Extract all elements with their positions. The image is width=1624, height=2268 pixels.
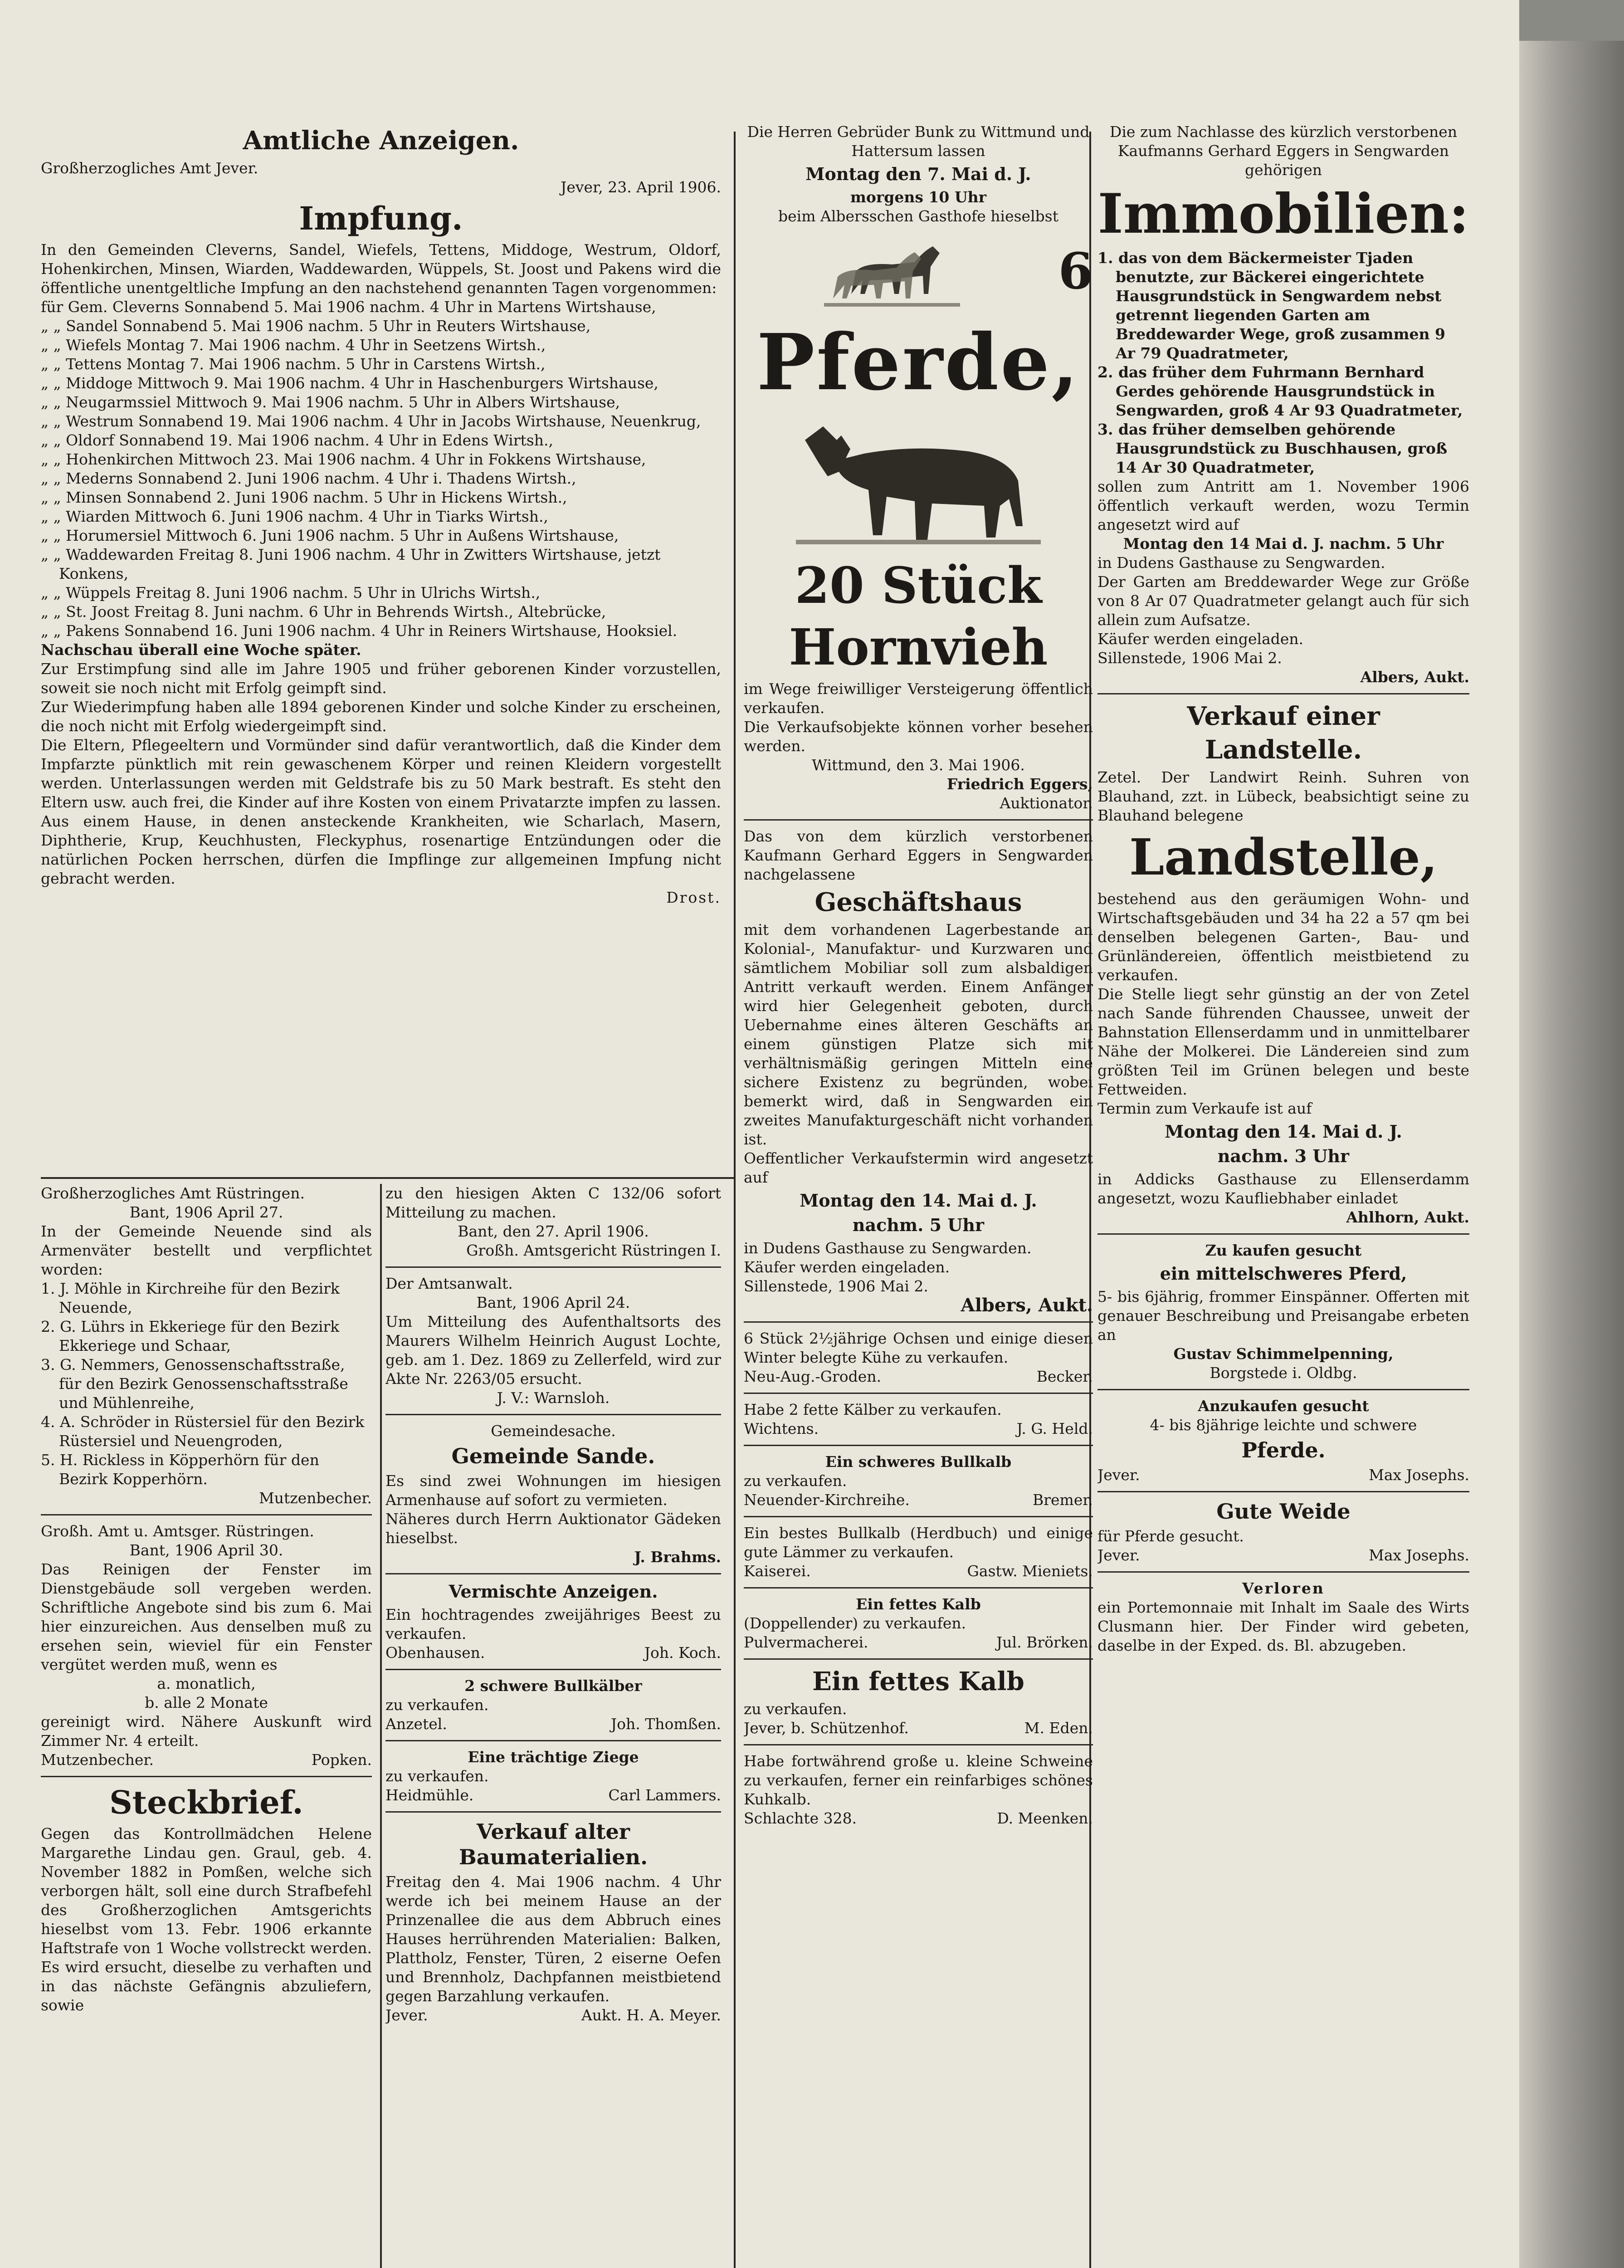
divider (744, 1321, 1093, 1323)
list-item: b. alle 2 Monate (145, 1694, 268, 1711)
signature-row (744, 1809, 1093, 1828)
notice-paragraph: Termin zum Verkaufe ist auf (1097, 1100, 1312, 1117)
notice-heading: Gemeinde Sande. (451, 1444, 655, 1468)
schedule-item: „ „ Sandel Sonnabend 5. Mai 1906 nachm. 5 Uhr in Reuters Wirtshause, (41, 317, 591, 335)
ad-headline: Ein schweres Bullkalb (825, 1453, 1012, 1471)
auction-time: nachm. 5 Uhr (852, 1215, 985, 1235)
notice-paragraph: sollen zum Antritt am 1. November 1906 öffentlich verkauft werden, wozu Termin angesetzt wird auf (1097, 478, 1469, 533)
divider (744, 819, 1093, 821)
notice-paragraph: Näheres durch Herrn Auktionator Gädeken hieselbst. (385, 1510, 721, 1547)
auction-place: in Addicks Gasthause zu Ellenserdamm angesetzt, wozu Kaufliebhaber einladet (1097, 1170, 1469, 1207)
signature-row (385, 1786, 721, 1805)
auction-time: nachm. 3 Uhr (1217, 1146, 1350, 1166)
ad-advertiser: M. Eden. (1024, 1719, 1093, 1737)
ad-headline: Eine trächtige Ziege (468, 1748, 639, 1766)
notice-paragraph: Oeffentlicher Verkaufstermin wird angesetzt auf (744, 1149, 1093, 1186)
signature-row (1097, 1546, 1469, 1565)
ad-place: Jever. (1097, 1546, 1140, 1564)
ad-text: Freitag den 4. Mai 1906 nachm. 4 Uhr werde ich bei meinem Hause an der Prinzenallee die aus dem Abbruch eines Hauses herrührenden Materialien: Balken, Plattholz, Fenster, Türen, 2 eiserne Oefen und Brennholz, Dachpfannen meistbietend gegen Barzahlung verkaufen. (385, 1873, 721, 2005)
notice-heading: Impfung. (299, 200, 463, 237)
ad-text: (Doppellender) zu verkaufen. (744, 1614, 966, 1632)
auction-date: Montag den 14 Mai d. J. nachm. 5 Uhr (1123, 535, 1444, 552)
auctioneer-name: Albers, Aukt. (1360, 668, 1469, 686)
notice-paragraph: zu den hiesigen Akten C 132/06 sofort Mitteilung zu machen. (385, 1184, 721, 1221)
ad-advertiser: Aukt. H. A. Meyer. (581, 2006, 721, 2024)
auction-intro: Die Herren Gebrüder Bunk zu Wittmund und Hattersum lassen (747, 123, 1090, 160)
ad-place: Schlachte 328. (744, 1809, 857, 1827)
auctioneer-name: Ahlhorn, Aukt. (1346, 1208, 1469, 1226)
auction-place: in Dudens Gasthause zu Sengwarden. (744, 1239, 1032, 1257)
list-item: 5. H. Rickless in Köpperhörn für den Bezirk Kopperhörn. (41, 1451, 319, 1488)
ad-advertiser: Gustav Schimmelpenning, (1173, 1345, 1394, 1363)
horse-row (744, 226, 1093, 317)
ad-advertiser: Max Josephs. (1369, 1546, 1469, 1564)
office-name: Großherzogliches Amt Jever. (41, 159, 258, 177)
notice-intro: Zetel. Der Landwirt Reinh. Suhren von Blauhand, zzt. in Lübeck, beabsichtigt seine zu Blauhand belegene (1097, 768, 1469, 824)
divider (1097, 693, 1469, 694)
auctioneer-name: Friedrich Eggers, (946, 775, 1093, 793)
notice-paragraph: Die Eltern, Pflegeeltern und Vormünder sind dafür verantwortlich, daß die Kinder dem Impfarzte pünktlich mit rein gewaschenem Körper und reinen Kleidern vorgestellt werden. Unterlassungen werden mit Geldstrafe bis zu 50 Mark bestraft. Es steht den Eltern usw. auch frei, die Kinder auf ihre Kosten von einem Privatarzte impfen zu lassen. Aus einem Hause, in denen ansteckende Krankheiten, wie Scharlach, Masern, Diphtherie, Krup, Keuchhusten, Fleckyphus, rosenartige Entzündungen oder die natürlichen Pocken herrschen, dürfen die Impflinge zur allgemeinen Impfung nicht gebracht werden. (41, 736, 721, 887)
property-list (1097, 249, 1469, 477)
ad-title: Gute Weide (1216, 1499, 1351, 1524)
auctioneer-role: Auktionator. (1000, 794, 1093, 812)
auction-column (744, 122, 1093, 1828)
ad-text: für Pferde gesucht. (1097, 1527, 1244, 1545)
divider (41, 1776, 372, 1777)
court-and-misc-notices (385, 1184, 721, 2025)
notice-heading: Verkauf alter Baumaterialien. (458, 1819, 648, 1869)
schedule-item: für Gem. Cleverns Sonnabend 5. Mai 1906 nachm. 4 Uhr in Martens Wirtshause, (41, 298, 656, 316)
section-label: Gemeindesache. (491, 1422, 616, 1440)
divider (1097, 1389, 1469, 1390)
notice-intro: In den Gemeinden Cleverns, Sandel, Wiefels, Tettens, Middoge, Westrum, Oldorf, Hohenkirchen, Minsen, Wiarden, Waddewarden, Wüppels, St. Joost und Pakens wird die öffentliche unentgeltliche Impfung an den nachstehend genannten Tagen vorgenommen: (41, 241, 721, 297)
notice-heading: Steckbrief. (109, 1784, 303, 1821)
ad-place: Jever, b. Schützenhof. (744, 1719, 909, 1737)
divider (385, 1573, 721, 1574)
schedule-item: „ „ Neugarmssiel Mittwoch 9. Mai 1906 nachm. 5 Uhr in Albers Wirtshause, (41, 393, 620, 411)
auction-date: Montag den 14. Mai d. J. (800, 1190, 1037, 1211)
schedule-item: „ „ Wiefels Montag 7. Mai 1906 nachm. 4 Uhr in Seetzens Wirtsh., (41, 336, 546, 354)
notice-paragraph: Das Reinigen der Fenster im Dienstgebäude soll vergeben werden. Schriftliche Angebote sind bis zum 6. Mai hier einzureichen. Aus denselben muß zu ersehen sein, wieviel für ein Fenster vergütet werden muß, wenn es (41, 1560, 372, 1673)
property-item: 2. das früher dem Fuhrmann Bernhard Gerdes gehörende Hausgrundstück in Sengwarden, groß 4 Ar 93 Quadratmeter, (1097, 363, 1463, 419)
ruestringen-notices (41, 1184, 372, 2015)
ad-place: Wichtens. (744, 1420, 819, 1437)
auction-place: beim Albersschen Gasthofe hieselbst (778, 207, 1058, 225)
signature-row (744, 1367, 1093, 1386)
ad-text: 6 Stück 2½jährige Ochsen und einige diesen Winter belegte Kühe zu verkaufen. (744, 1330, 1093, 1366)
notice-signature: Mutzenbecher. (258, 1489, 372, 1507)
notice-signature: Großh. Amtsgericht Rüstringen I. (466, 1242, 721, 1259)
ad-place: Neuender-Kirchreihe. (744, 1491, 910, 1509)
notice-signature: Drost. (666, 889, 721, 906)
ad-place: Obenhausen. (385, 1644, 485, 1662)
notice-intro: In der Gemeinde Neuende sind als Armenväter bestellt und verpflichtet worden: (41, 1222, 372, 1278)
official-notices (41, 122, 721, 907)
ad-advertiser: J. G. Held. (1016, 1420, 1093, 1437)
ad-headline: Anzukaufen gesucht (1198, 1397, 1369, 1415)
ad-advertiser: D. Meenken. (997, 1809, 1093, 1827)
dateline: Sillenstede, 1906 Mai 2. (1097, 649, 1282, 667)
signature-row (385, 1643, 721, 1662)
property-item: 3. das früher demselben gehörende Hausgrundstück zu Buschhausen, groß 14 Ar 30 Quadratmeter, (1097, 420, 1448, 476)
schedule-item: „ „ Middoge Mittwoch 9. Mai 1906 nachm. 4 Uhr in Haschenburgers Wirtshause, (41, 374, 658, 392)
invitation: Käufer werden eingeladen. (744, 1258, 950, 1276)
notice-heading: Landstelle. (1205, 735, 1362, 765)
page-stack-edge (1519, 41, 1624, 2268)
ad-place: Heidmühle. (385, 1786, 474, 1804)
dateline: Bant, 1906 April 27. (129, 1203, 283, 1221)
schedule-item: „ „ Waddewarden Freitag 8. Juni 1906 nachm. 4 Uhr in Zwitters Wirtshause, jetzt Konkens, (41, 546, 661, 582)
schedule-item: „ „ Oldorf Sonnabend 19. Mai 1906 nachm. 4 Uhr in Edens Wirtsh., (41, 431, 553, 449)
ad-advertiser: Gastw. Mieniets. (967, 1562, 1093, 1580)
divider (744, 1516, 1093, 1517)
auction-time: morgens 10 Uhr (850, 188, 986, 206)
signature-left: Mutzenbecher. (41, 1751, 154, 1769)
column-rule (734, 132, 736, 2268)
divider (744, 1445, 1093, 1446)
list-item: 3. G. Nemmers, Genossenschaftsstraße, für den Bezirk Genossenschaftsstraße und Mühlenreihe, (41, 1356, 348, 1412)
signature-row (744, 1491, 1093, 1510)
schedule-item: „ „ Wüppels Freitag 8. Juni 1906 nachm. 5 Uhr in Ulrichs Wirtsh., (41, 584, 541, 601)
divider (744, 1587, 1093, 1589)
notice-paragraph: Um Mitteilung des Aufenthaltsorts des Maurers Wilhelm Heinrich August Lochte, geb. am 1. Dez. 1869 zu Zellerfeld, wird zur Akte Nr. 2263/05 ersucht. (385, 1313, 721, 1388)
office-name: Großh. Amt u. Amtsger. Rüstringen. (41, 1522, 314, 1540)
signature-right: Popken. (311, 1751, 372, 1769)
invitation: Käufer werden eingeladen. (1097, 630, 1304, 648)
notice-heading: Verkauf einer (1187, 701, 1380, 731)
ad-place: Jever. (1097, 1466, 1140, 1484)
ad-text: Ein hochtragendes zweijähriges Beest zu verkaufen. (385, 1606, 721, 1642)
notice-paragraph: mit dem vorhandenen Lagerbestande an Kolonial-, Manufaktur- und Kurzwaren und sämtlichem Mobiliar soll zum alsbaldigen Antritt verkauft werden. Einem Anfänger wird hier Gelegenheit geboten, durch Uebernahme eines älteren Geschäfts an einem günstigen Platze sich mit verhältnismäßig geringen Mitteln eine sichere Existenz zu begründen, wobei bemerkt wird, daß in Sengwarden ein zweites Manufakturgeschäft nicht vorhanden ist. (744, 921, 1093, 1148)
dateline: Bant, 1906 April 30. (129, 1541, 283, 1559)
horse-word: Pferde, (756, 317, 1080, 408)
bull-illustration-icon (796, 408, 1041, 553)
ad-advertiser: Max Josephs. (1369, 1466, 1469, 1484)
list-item: 1. J. Möhle in Kirchreihe für den Bezirk Neuende, (41, 1280, 340, 1316)
ad-text: 4- bis 8jährige leichte und schwere (1150, 1416, 1417, 1434)
ad-headline: Ein fettes Kalb (856, 1595, 981, 1613)
horse-count: 6 (1058, 242, 1093, 300)
ad-advertiser: Bremer. (1032, 1491, 1093, 1509)
sale-text: Die Verkaufsobjekte können vorher besehen werden. (744, 718, 1093, 755)
divider (1097, 1571, 1469, 1573)
divider (41, 1514, 372, 1515)
ad-text: zu verkaufen. (744, 1472, 847, 1490)
divider (1097, 1491, 1469, 1492)
signature-row (744, 1719, 1093, 1738)
divider (385, 1414, 721, 1415)
divider (744, 1658, 1093, 1660)
real-estate-column (1097, 122, 1469, 1655)
auctioneer-name: Albers, Aukt. (961, 1295, 1093, 1316)
horses-illustration-icon (824, 226, 960, 317)
ad-place: Neu-Aug.-Groden. (744, 1368, 882, 1385)
notice-signature: J. V.: Warnsloh. (497, 1389, 610, 1407)
ad-advertiser: Carl Lammers. (608, 1786, 721, 1804)
ad-title: ein mittelschweres Pferd, (1160, 1263, 1407, 1284)
notice-heading: Geschäftshaus (814, 887, 1022, 917)
column-rule (380, 1184, 382, 2268)
ad-title: Pferde. (1241, 1438, 1326, 1462)
sale-text: im Wege freiwilliger Versteigerung öffentlich verkaufen. (744, 680, 1093, 717)
notice-heading: Immobilien: (1097, 182, 1469, 246)
schedule-item: „ „ St. Joost Freitag 8. Juni nachm. 6 Uhr in Behrends Wirtsh., Altebrücke, (41, 603, 606, 621)
divider (744, 1393, 1093, 1394)
divider (385, 1669, 721, 1670)
ad-text: Ein bestes Bullkalb (Herdbuch) und einige gute Lämmer zu verkaufen. (744, 1524, 1093, 1561)
auction-date: Montag den 14. Mai d. J. (1165, 1121, 1402, 1142)
notice-intro: Die zum Nachlasse des kürzlich verstorbenen Kaufmanns Gerhard Eggers in Sengwarden gehörigen (1109, 123, 1458, 179)
notice-signature: J. Brahms. (634, 1548, 721, 1566)
schedule-item: „ „ Pakens Sonnabend 16. Juni 1906 nachm. 4 Uhr in Reiners Wirtshause, Hooksiel. (41, 622, 678, 640)
signature-row (385, 1715, 721, 1734)
schedule-item: „ „ Westrum Sonnabend 19. Mai 1906 nachm. 4 Uhr in Jacobs Wirtshause, Neuenkrug, (41, 412, 701, 430)
auction-place: in Dudens Gasthause zu Sengwarden. (1097, 554, 1385, 572)
ad-place: Kaiserei. (744, 1562, 811, 1580)
signature-row (744, 1633, 1093, 1652)
signature-row (744, 1562, 1093, 1581)
divider (744, 1744, 1093, 1745)
section-title: Amtliche Anzeigen. (243, 126, 519, 156)
divider (385, 1740, 721, 1741)
ad-text: Habe 2 fette Kälber zu verkaufen. (744, 1401, 1002, 1418)
signature-row (744, 1419, 1093, 1438)
cattle-count: 20 Stück (795, 556, 1042, 615)
notice-paragraph: Die Stelle liegt sehr günstig an der von Zetel nach Sande führenden Chaussee, unweit der Bahnstation Ellenserdamm und in unmittelbarer Nähe der Molkerei. Die Ländereien sind zum größten Teil im Grünen belegen und beste Fettweiden. (1097, 985, 1469, 1098)
ad-advertiser: Joh. Koch. (644, 1644, 721, 1662)
schedule-item: „ „ Minsen Sonnabend 2. Juni 1906 nachm. 5 Uhr in Hickens Wirtsh., (41, 489, 567, 506)
ad-headline: Zu kaufen gesucht (1205, 1242, 1362, 1259)
list-item: 4. A. Schröder in Rüstersiel für den Bezirk Rüstersiel und Neuengroden, (41, 1413, 365, 1450)
schedule-item: „ „ Horumersiel Mittwoch 6. Juni 1906 nachm. 5 Uhr in Außens Wirtshause, (41, 527, 619, 544)
notice-paragraph: bestehend aus den geräumigen Wohn- und Wirtschaftsgebäuden und 34 ha 22 a 57 qm bei denselben belegenen Garten-, Bau- und Grünländereien, öffentlich meistbietend zu verkaufen. (1097, 890, 1469, 984)
notice-paragraph: gereinigt wird. Nähere Auskunft wird Zimmer Nr. 4 erteilt. (41, 1713, 372, 1750)
schedule-item: „ „ Hohenkirchen Mittwoch 23. Mai 1906 nachm. 4 Uhr in Fokkens Wirtshause, (41, 450, 646, 468)
ad-text: Habe fortwährend große u. kleine Schweine zu verkaufen, ferner ein reinfarbiges schönes Kuhkalb. (744, 1752, 1093, 1808)
auction-date: Montag den 7. Mai d. J. (805, 164, 1031, 184)
ad-headline: Verloren (1242, 1579, 1325, 1597)
list-item: a. monatlich, (157, 1675, 256, 1692)
dateline: Sillenstede, 1906 Mai 2. (744, 1277, 928, 1295)
guardian-list (41, 1279, 372, 1489)
ad-text: zu verkaufen. (744, 1700, 847, 1718)
cattle-word: Hornvieh (789, 618, 1048, 676)
notice-paragraph: Zur Wiederimpfung haben alle 1894 geborenen Kinder und solche Kinder zu erscheinen, die noch nicht mit Erfolg wiedergeimpft sind. (41, 698, 721, 735)
divider (385, 1811, 721, 1813)
schedule-item: „ „ Mederns Sonnabend 2. Juni 1906 nachm. 4 Uhr i. Thadens Wirtsh., (41, 469, 576, 487)
ad-advertiser: Joh. Thomßen. (610, 1715, 721, 1733)
ad-place: Anzetel. (385, 1715, 447, 1733)
notice-paragraph: Zur Erstimpfung sind alle im Jahre 1905 und früher geborenen Kinder vorzustellen, soweit sie noch nicht mit Erfolg geimpft sind. (41, 660, 721, 697)
vaccination-schedule (41, 298, 721, 640)
notice-paragraph: Der Garten am Breddewarder Wege zur Größe von 8 Ar 07 Quadratmeter gelangt auch für sich allein zum Aufsatze. (1097, 573, 1469, 629)
office-name: Großherzogliches Amt Rüstringen. (41, 1184, 305, 1202)
ad-advertiser: Becker. (1036, 1368, 1093, 1385)
dateline: Bant, den 27. April 1906. (458, 1222, 649, 1240)
schedule-item: „ „ Wiarden Mittwoch 6. Juni 1906 nachm. 4 Uhr in Tiarks Wirtsh., (41, 508, 548, 525)
ad-text: ein Portemonnaie mit Inhalt im Saale des Wirts Clusmann hier. Der Finder wird gebeten, daselbe in der Exped. ds. Bl. abzugeben. (1097, 1598, 1469, 1654)
dateline: Wittmund, den 3. Mai 1906. (812, 756, 1025, 774)
signature-row (385, 2006, 721, 2025)
notice-heading-large: Landstelle, (1129, 828, 1438, 886)
ad-place: Pulvermacherei. (744, 1633, 868, 1651)
signature-row (1097, 1466, 1469, 1485)
follow-up-note: Nachschau überall eine Woche später. (41, 641, 361, 659)
section-title: Vermischte Anzeigen. (449, 1581, 658, 1602)
ad-place: Borgstede i. Oldbg. (1209, 1364, 1357, 1382)
ad-text: 5- bis 6jährig, frommer Einspänner. Offerten mit genauer Beschreibung und Preisangabe erbeten an (1097, 1288, 1469, 1344)
notice-paragraph: Gegen das Kontrollmädchen Helene Margarethe Lindau gen. Graul, geb. 4. November 1882 in Pomßen, welche sich verborgen hält, soll eine durch Strafbefehl des Großherzoglichen Amtsgerichts hieselbst vom 13. Febr. 1906 erkannte Haftstrafe von 1 Woche vollstreckt werden. Es wird ersucht, dieselbe zu verhaften und in das nächste Gefängnis abzuliefern, sowie (41, 1825, 372, 2014)
property-item: 1. das von dem Bäckermeister Tjaden benutzte, zur Bäckerei eingerichtete Hausgrundstück in Sengwardem nebst getrennt liegenden Garten am Breddewarder Wege, groß zusammen 9 Ar 79 Quadratmeter, (1097, 249, 1445, 362)
notice-intro: Das von dem kürzlich verstorbenen Kaufmann Gerhard Eggers in Sengwarden nachgelassene (744, 827, 1093, 883)
schedule-item: „ „ Tettens Montag 7. Mai 1906 nachm. 5 Uhr in Carstens Wirtsh., (41, 355, 546, 373)
notice-paragraph: Es sind zwei Wohnungen im hiesigen Armenhause auf sofort zu vermieten. (385, 1472, 721, 1509)
dateline: Jever, 23. April 1906. (561, 178, 721, 196)
ad-advertiser: Jul. Brörken. (996, 1633, 1093, 1651)
notice-heading: Ein fettes Kalb (812, 1667, 1024, 1696)
ad-place: Jever. (385, 2006, 428, 2024)
ad-headline: 2 schwere Bullkälber (464, 1677, 642, 1695)
ad-text: zu verkaufen. (385, 1767, 489, 1785)
office-name: Der Amtsanwalt. (385, 1275, 513, 1292)
divider (1097, 1233, 1469, 1235)
signature-row (41, 1750, 372, 1769)
section-rule (41, 1177, 734, 1179)
ad-text: zu verkaufen. (385, 1696, 489, 1714)
list-item: 2. G. Lührs in Ekkeriege für den Bezirk Ekkeriege und Schaar, (41, 1318, 340, 1354)
divider (385, 1266, 721, 1268)
dateline: Bant, 1906 April 24. (476, 1294, 630, 1311)
